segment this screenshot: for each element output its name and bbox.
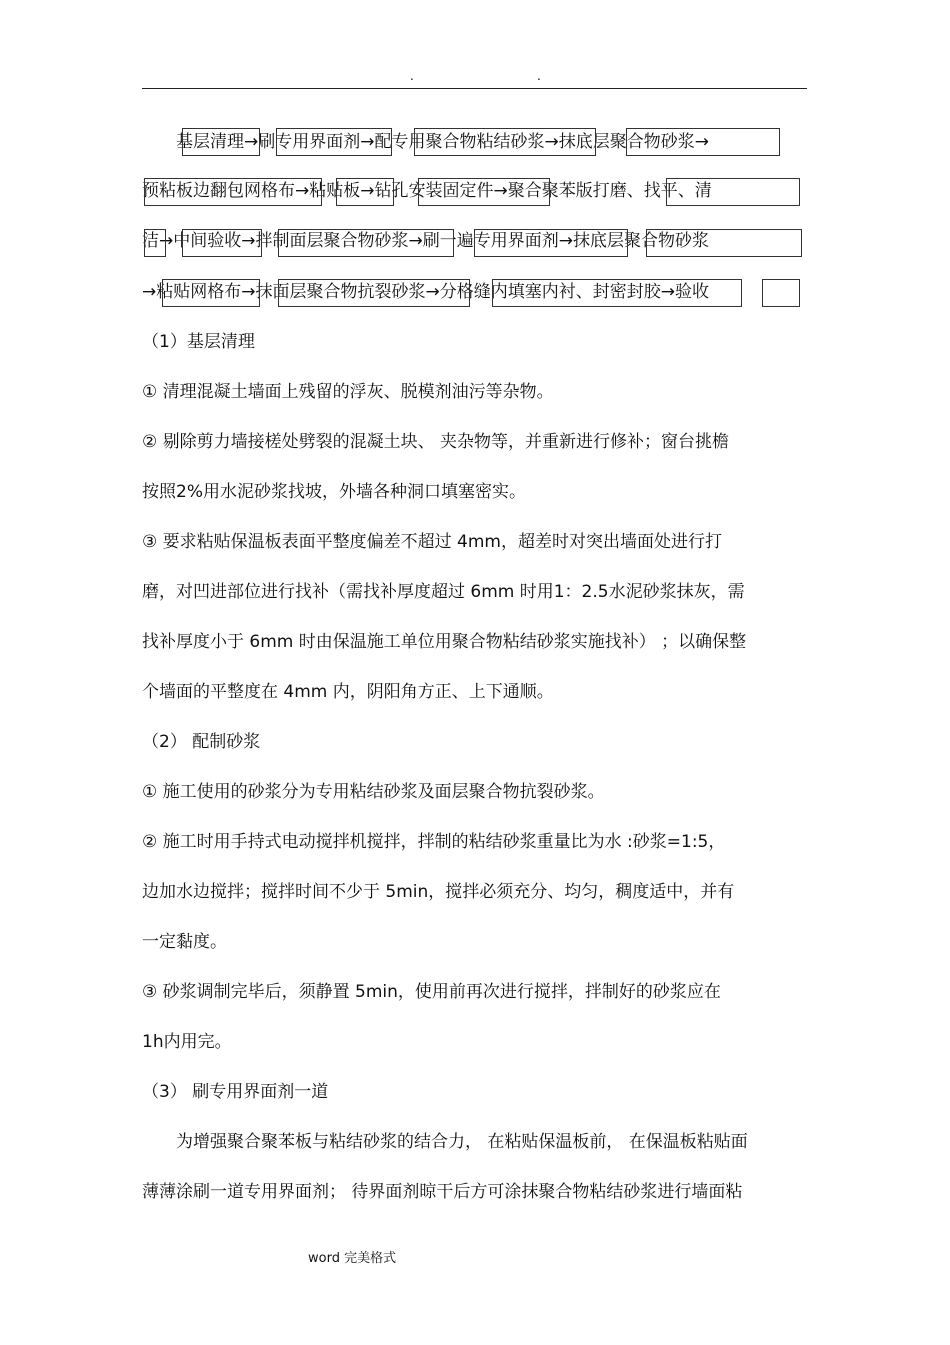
page-footer: word 完美格式 xyxy=(308,1251,397,1266)
flow-box xyxy=(646,229,802,257)
flow-box xyxy=(144,229,166,257)
flow-box xyxy=(414,128,596,156)
paragraph-line: 薄薄涂刷一道专用界面剂； 待界面剂晾干后方可涂抹聚合物粘结砂浆进行墙面粘 xyxy=(142,1182,743,1202)
flow-box xyxy=(336,178,394,206)
paragraph-line: ② 剔除剪力墙接槎处劈裂的混凝土块、 夹杂物等，并重新进行修补；窗台挑檐 xyxy=(142,432,730,452)
flow-box xyxy=(276,128,392,156)
header-dot-left: . xyxy=(410,69,414,83)
paragraph-line: ① 清理混凝土墙面上残留的浮灰、脱模剂油污等杂物。 xyxy=(142,382,554,402)
flow-box xyxy=(182,229,262,257)
header-rule xyxy=(142,88,807,89)
section-heading-1: （1）基层清理 xyxy=(142,332,255,352)
paragraph-line: 1h内用完。 xyxy=(142,1032,232,1052)
paragraph-line: 为增强聚合聚苯板与粘结砂浆的结合力， 在粘贴保温板前， 在保温板粘贴面 xyxy=(142,1132,748,1152)
paragraph-line: 个墙面的平整度在 4mm 内，阴阳角方正、上下通顺。 xyxy=(142,682,554,702)
paragraph-line: 磨，对凹进部位进行找补（需找补厚度超过 6mm 时用1：2.5水泥砂浆抹灰，需 xyxy=(142,582,745,602)
flow-line-4: →粘贴网格布→抹面层聚合物抗裂砂浆→分格缝内填塞内衬、封密封胶→验收 xyxy=(142,282,709,302)
paragraph-line: 一定黏度。 xyxy=(142,932,227,952)
section-heading-2: （2） 配制砂浆 xyxy=(142,732,261,752)
flow-line-1: 基层清理→刷专用界面剂→配专用聚合物粘结砂浆→抹底层聚合物砂浆→ xyxy=(142,132,709,152)
flow-box xyxy=(666,178,800,206)
flow-box xyxy=(182,128,260,156)
flow-box xyxy=(144,178,322,206)
paragraph-line: 找补厚度小于 6mm 时由保温施工单位用聚合物粘结砂浆实施找补） ；以确保整 xyxy=(142,632,747,652)
paragraph-line: ③ 砂浆调制完毕后，须静置 5min，使用前再次进行搅拌，拌制好的砂浆应在 xyxy=(142,982,721,1002)
flow-box xyxy=(762,279,800,307)
flow-box xyxy=(162,279,260,307)
paragraph-line: 按照2%用水泥砂浆找坡，外墙各种洞口填塞密实。 xyxy=(142,482,526,502)
flow-box xyxy=(278,229,454,257)
paragraph-line: ③ 要求粘贴保温板表面平整度偏差不超过 4mm，超差时对突出墙面处进行打 xyxy=(142,532,722,552)
flow-line-3: 洁→中间验收→拌制面层聚合物砂浆→刷一遍专用界面剂→抹底层聚合物砂浆 xyxy=(142,231,709,251)
flow-box xyxy=(278,279,470,307)
flow-box xyxy=(626,128,780,156)
header-dots xyxy=(0,70,950,84)
flow-box xyxy=(492,279,742,307)
flow-line-2: 预粘板边翻包网格布→粘贴板→钻孔安装固定件→聚合聚苯版打磨、找平、清 xyxy=(142,181,712,201)
paragraph-line: ① 施工使用的砂浆分为专用粘结砂浆及面层聚合物抗裂砂浆。 xyxy=(142,782,605,802)
section-heading-3: （3） 刷专用界面剂一道 xyxy=(142,1082,329,1102)
flow-box xyxy=(474,229,628,257)
flow-box xyxy=(418,178,550,206)
paragraph-line: ② 施工时用手持式电动搅拌机搅拌，拌制的粘结砂浆重量比为水 :砂浆=1:5， xyxy=(142,832,726,852)
header-dot-right: . xyxy=(537,69,541,83)
paragraph-line: 边加水边搅拌；搅拌时间不少于 5min，搅拌必须充分、均匀，稠度适中，并有 xyxy=(142,882,735,902)
